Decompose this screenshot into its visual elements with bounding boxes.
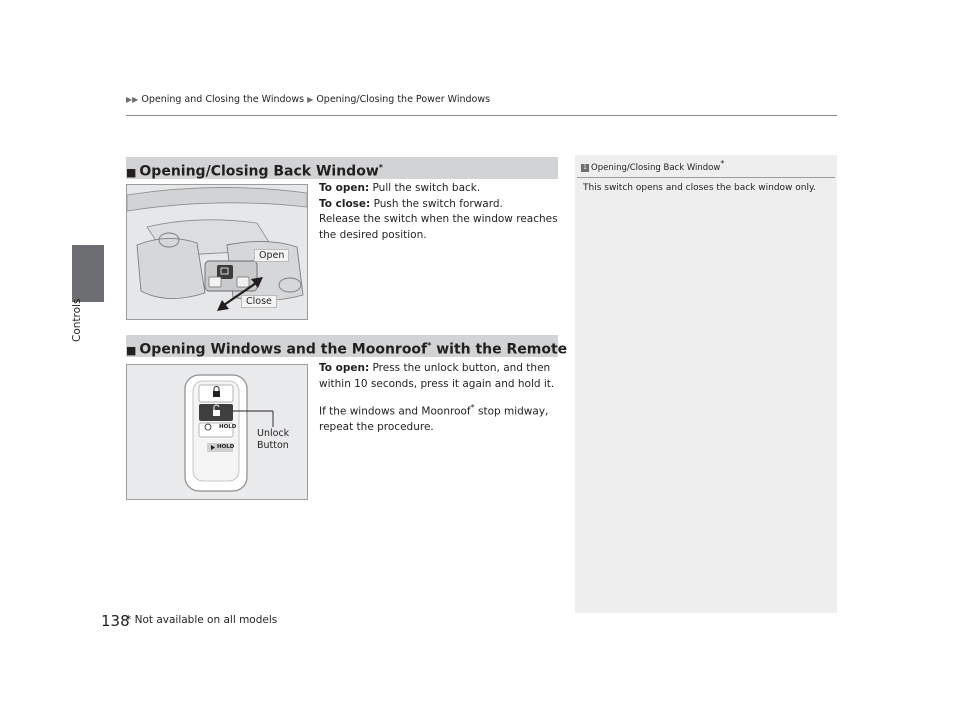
note-text: This switch opens and closes the back window only. [583,182,816,193]
section-heading-back-window [126,157,558,179]
remote-open-instruction: To open: Press the unlock button, and then within 10 seconds, press it again and hold it. [319,362,555,390]
note-divider [577,177,835,178]
asterisk-mark: * [427,341,432,350]
breadcrumb-arrow-icon: ▶▶ [126,95,139,104]
side-tab-marker [72,245,104,302]
sidebar-note-panel [575,155,837,613]
callout-open: Open [254,249,289,262]
unlock-button-callout: Unlock Button [257,428,290,451]
sidebar-note [581,159,833,195]
callout-close: Close [241,295,277,308]
back-window-switch-illustration [126,184,308,320]
section-title: Opening/Closing Back Window [139,163,379,180]
section1-instructions [319,181,559,243]
breadcrumb-level2[interactable]: Opening/Closing the Power Windows [316,94,491,105]
section-square-icon: ■ [126,165,137,179]
breadcrumb-arrow-icon: ▶ [307,95,314,104]
breadcrumb [126,94,490,105]
section-heading-remote [126,335,568,358]
close-instruction: To close: Push the switch forward. [319,197,503,210]
section-title-part1: Opening Windows and the Moonroof [139,341,428,358]
release-instruction: Release the switch when the window reaches the desired position. [319,213,558,241]
page-number: 138 [101,612,130,630]
footnote: * Not available on all models [126,614,278,626]
section2-instructions [319,361,559,436]
midway-instruction: If the windows and Moonroof* stop midway, repeat the procedure. [319,403,549,433]
hold-label-2: HOLD [217,444,235,450]
remote-key-illustration [126,364,308,500]
breadcrumb-level1[interactable]: Opening and Closing the Windows [141,94,305,105]
hold-label-1: HOLD [219,424,237,430]
section-title-part2: with the Remote [431,341,568,358]
asterisk-mark: * [378,163,383,172]
side-tab-label[interactable]: Controls [71,298,83,342]
note-title[interactable]: 1 Opening/Closing Back Window* [581,159,833,173]
header-rule [126,115,837,116]
section-square-icon: ■ [126,343,137,357]
open-instruction: To open: Pull the switch back. [319,182,481,194]
reference-icon: 1 [581,164,589,172]
